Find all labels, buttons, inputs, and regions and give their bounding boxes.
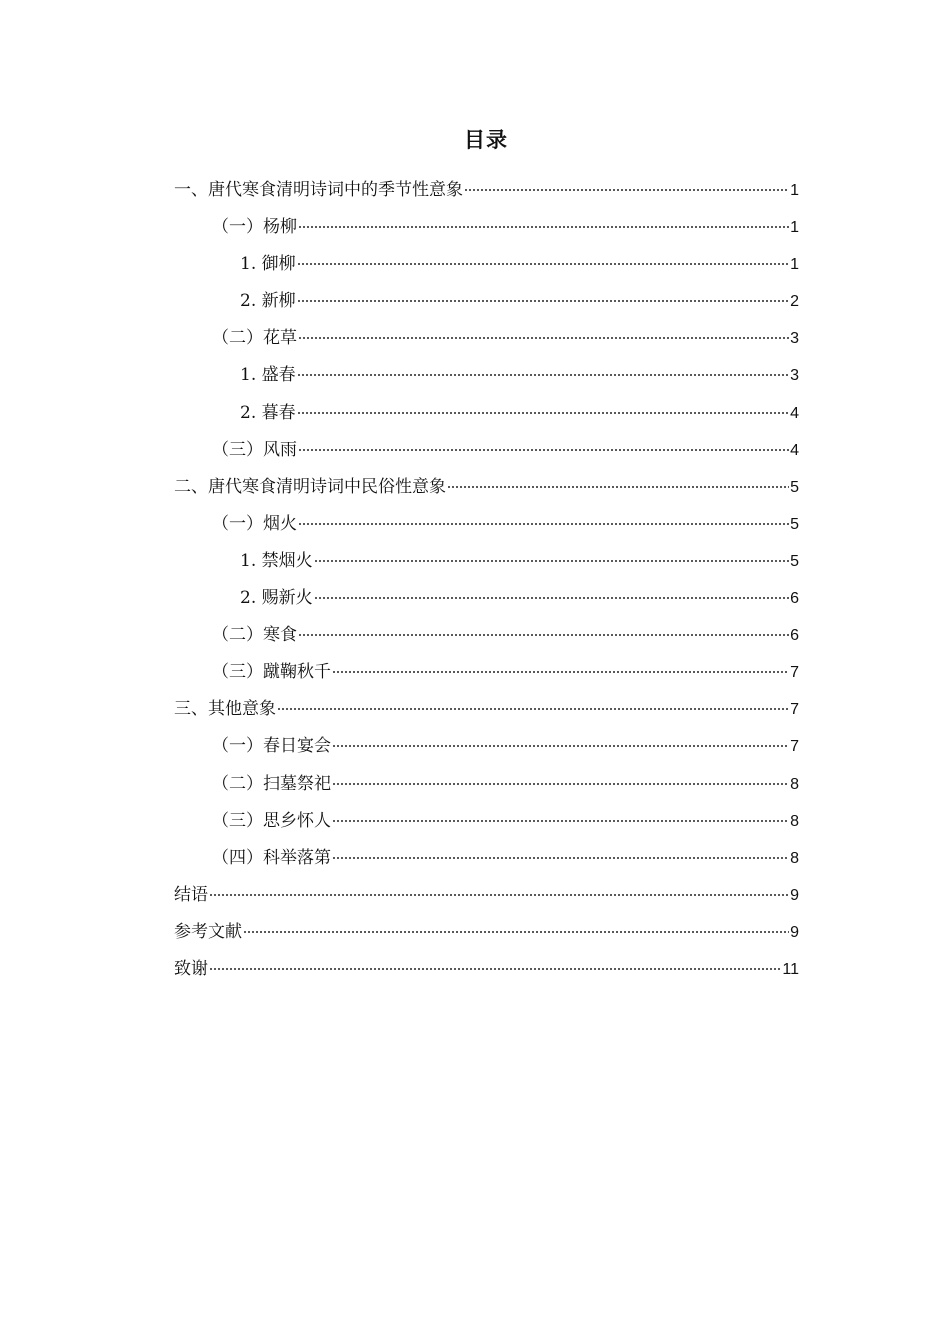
toc-leader-dots [298,337,789,339]
toc-entry-label: 参考文献 [174,921,242,942]
toc-leader-dots [298,634,789,636]
toc-entry-page: 6 [790,590,799,608]
toc-title: 目录 [464,128,508,152]
toc-entry-page: 1 [790,219,799,237]
toc-entry-label: （四）科举落第 [212,847,331,868]
toc-entry-page: 7 [790,664,799,682]
toc-leader-dots [297,263,789,265]
toc-entry[interactable] [174,951,799,988]
toc-leader-dots [297,412,789,414]
toc-entry-label: （一）烟火 [212,513,297,534]
toc-entry-label: 2. 新柳 [240,291,296,312]
toc-entry-label: 一、唐代寒食清明诗词中的季节性意象 [174,180,463,200]
toc-entry[interactable] [174,877,799,914]
toc-entry-page: 1 [790,256,799,274]
toc-entry-label: （二）扫墓祭祀 [212,773,331,794]
toc-entry[interactable] [174,432,799,469]
toc-leader-dots [298,449,789,451]
toc-entry-page: 9 [790,886,799,904]
toc-entry-page: 5 [790,552,799,570]
toc-leader-dots [277,708,789,710]
toc-list [174,172,799,988]
toc-entry-page: 5 [790,478,799,496]
toc-entry-label: （一）春日宴会 [212,736,331,757]
toc-entry-label: （二）寒食 [212,625,297,646]
toc-entry[interactable] [174,766,799,803]
toc-entry-label: 二、唐代寒食清明诗词中民俗性意象 [174,476,446,497]
toc-entry[interactable] [174,728,799,765]
toc-entry[interactable] [174,469,799,506]
toc-entry-label: （三）风雨 [212,439,297,460]
toc-entry[interactable] [174,357,799,394]
toc-leader-dots [209,894,789,896]
toc-leader-dots [332,671,789,673]
toc-entry[interactable] [174,172,799,209]
toc-entry-page: 9 [790,923,799,941]
toc-entry[interactable] [174,209,799,246]
toc-entry-page: 7 [790,701,799,719]
toc-leader-dots [332,783,789,785]
toc-leader-dots [314,597,789,599]
toc-leader-dots [332,745,789,747]
toc-entry-label: 1. 盛春 [240,365,296,386]
toc-entry-page: 11 [782,960,799,978]
toc-entry[interactable] [174,395,799,432]
toc-entry-page: 4 [790,404,799,422]
toc-entry-label: 2. 赐新火 [240,588,313,609]
toc-entry-page: 8 [790,775,799,793]
toc-entry[interactable] [174,320,799,357]
toc-leader-dots [298,226,789,228]
toc-entry-page: 2 [790,293,799,311]
toc-entry-page: 4 [790,441,799,459]
toc-leader-dots [464,189,789,191]
toc-entry-label: （一）杨柳 [212,217,297,238]
toc-entry-page: 3 [790,367,799,385]
toc-entry-label: 1. 禁烟火 [240,550,313,571]
toc-entry[interactable] [174,803,799,840]
toc-leader-dots [297,374,789,376]
toc-entry-page: 3 [790,330,799,348]
toc-leader-dots [314,560,789,562]
toc-leader-dots [209,968,781,970]
toc-entry-page: 1 [790,182,799,199]
toc-entry[interactable] [174,840,799,877]
toc-leader-dots [297,300,789,302]
toc-leader-dots [332,857,789,859]
toc-entry[interactable] [174,543,799,580]
toc-entry-page: 8 [790,812,799,830]
toc-entry[interactable] [174,580,799,617]
toc-entry-label: （二）花草 [212,328,297,349]
toc-leader-dots [332,820,789,822]
toc-entry[interactable] [174,246,799,283]
toc-leader-dots [243,931,789,933]
toc-entry-label: 2. 暮春 [240,402,296,423]
toc-entry[interactable] [174,506,799,543]
toc-entry-label: 1. 御柳 [240,254,296,275]
toc-entry-page: 6 [790,627,799,645]
toc-entry-label: 结语 [174,884,208,905]
toc-entry[interactable] [174,914,799,951]
toc-leader-dots [298,523,789,525]
toc-entry-page: 7 [790,738,799,756]
toc-entry-label: （三）思乡怀人 [212,810,331,831]
toc-entry-label: （三）蹴鞠秋千 [212,662,331,683]
toc-entry-label: 三、其他意象 [174,699,276,720]
toc-entry[interactable] [174,283,799,320]
toc-entry[interactable] [174,654,799,691]
toc-entry-page: 8 [790,849,799,867]
toc-entry-label: 致谢 [174,958,208,979]
toc-entry[interactable] [174,691,799,728]
toc-entry[interactable] [174,617,799,654]
toc-leader-dots [447,486,789,488]
toc-entry-page: 5 [790,515,799,533]
